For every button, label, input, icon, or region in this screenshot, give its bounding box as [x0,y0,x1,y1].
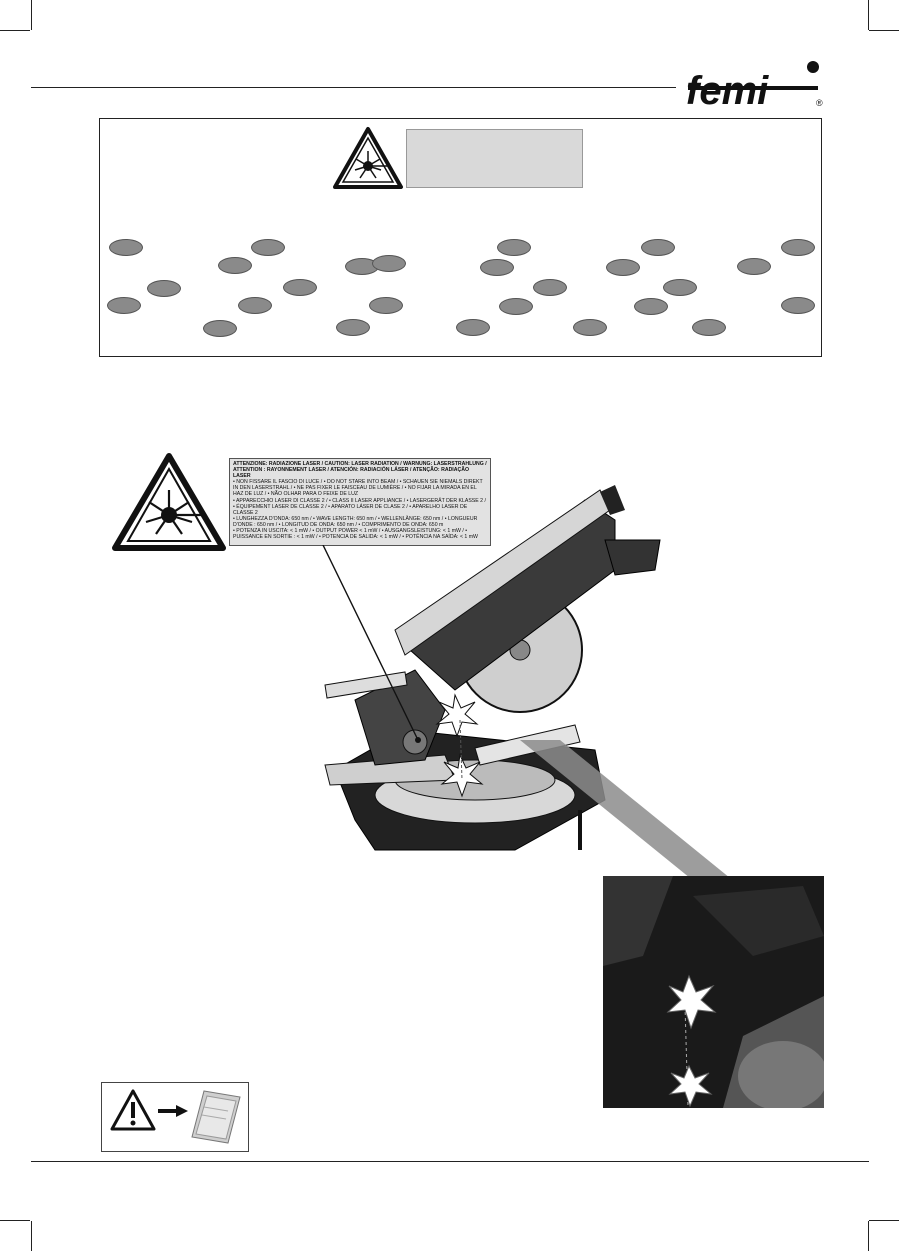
crop-mark-top-right [869,30,899,31]
language-marker [606,259,640,276]
femi-logo [680,60,830,112]
laser-detail-photo [603,876,824,1108]
language-marker [147,280,181,297]
zoom-beam [520,740,740,880]
footer-rule [31,1161,869,1162]
crop-mark-bottom-left [0,1220,30,1221]
crop-mark-top-left [0,30,30,31]
label-line-wavelength: • LUNGHEZZA D'ONDA: 650 nm / • WAVE LENGTH: 650 nm / • WELLENLÄNGE: 650 nm / • LONGUEUR D'ONDE : 650 nm / • LONGITUD DE ONDA: 650 nm / • COMPRIMENTO DE ONDA: 650 m [233,515,478,528]
label-leader-line [320,545,440,745]
language-marker [283,279,317,296]
language-marker [203,320,237,337]
label-title: ATTENZIONE: RADIAZIONE LASER / CAUTION: LASER RADIATION / WARNUNG: LASERSTRAHLUNG / ATTENTION : RAYONNEMENT LASER / ATENCIÓN: RADIACIÓN LÁSER / ATENÇÃO: RADIAÇÃO LASER [233,461,487,480]
language-marker [109,239,143,256]
language-marker [737,258,771,275]
language-marker [634,298,668,315]
language-marker [499,298,533,315]
language-marker [533,279,567,296]
crop-mark-bottom-right [868,1221,869,1251]
language-marker [336,319,370,336]
language-marker [456,319,490,336]
crop-mark-bottom-left [31,1221,32,1251]
arrow-right-icon [158,1105,188,1117]
language-marker [372,255,406,272]
crop-mark-top-right [868,0,869,30]
language-marker [497,239,531,256]
language-marker [251,239,285,256]
language-marker [573,319,607,336]
label-line-class: • APPARECCHIO LASER DI CLASSE 2 / • CLASS II LASER APPLIANCE / • LASERGERÄT DER KLASSE 2 / • ÉQUIPEMENT LASER DE CLASSE 2 / • APARATO LÁSER DE CLASE 2 / • APARELHO LASER DE CLASSE 2 [233,497,486,516]
language-marker [369,297,403,314]
language-marker [218,257,252,274]
laser-warning-icon [332,126,404,195]
language-marker [781,239,815,256]
language-marker [238,297,272,314]
manual-booklet-icon [190,1089,242,1145]
crop-mark-bottom-right [869,1220,899,1221]
language-marker [781,297,815,314]
header-rule [31,87,676,88]
logo-text: femi [686,69,769,112]
language-marker [641,239,675,256]
label-line-stare: • NON FISSARE IL FASCIO DI LUCE / • DO NOT STARE INTO BEAM / • SCHAUEN SIE NIEMALS DIREKT IN DEN LASERSTRAHL / • NE PAS FIXER LE FAISCEAU DE LUMIÈRE / • NO FIJAR LA MIRADA EN EL HAZ DE LUZ / • NÃO OLHAR PARA O FEIXE DE LUZ [233,479,483,498]
language-marker [692,319,726,336]
label-line-power: • POTENZA IN USCITA: < 1 mW / • OUTPUT POWER < 1 mW / • AUSGANGSLEISTUNG: < 1 mW / • PUISSANCE EN SORTIE : < 1 mW / • POTENCIA DE SALIDA: < 1 mW / • POTÊNCIA NA SAÍDA: < 1 mW [233,528,478,541]
language-marker [663,279,697,296]
label-placeholder [406,129,583,188]
laser-warning-icon-large [112,452,227,557]
exclamation-warning-icon [110,1089,156,1131]
crop-mark-top-left [31,0,32,30]
registered-mark: ® [816,98,823,108]
language-marker [107,297,141,314]
language-marker [480,259,514,276]
read-manual-box [101,1082,249,1152]
